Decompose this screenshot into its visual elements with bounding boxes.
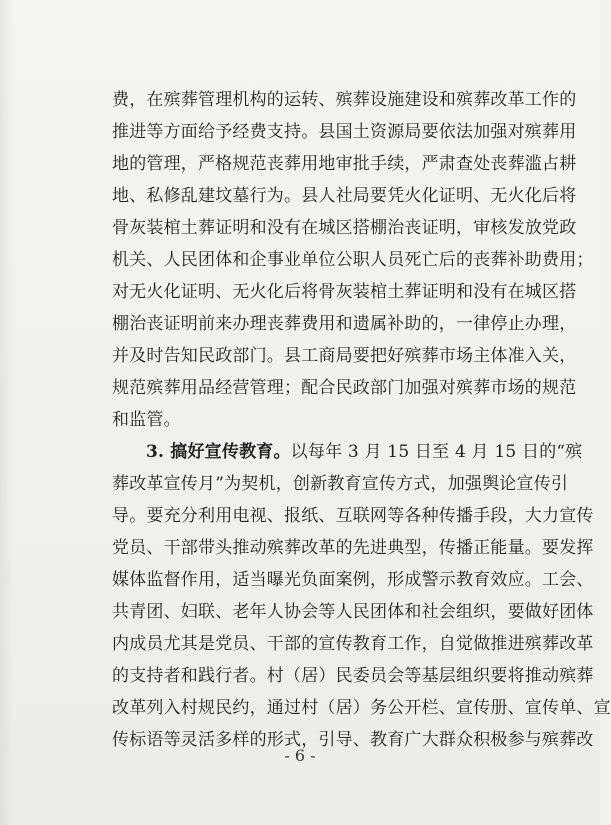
section-3-line-10: 传标语等灵活多样的形式，引导、教育广大群众积极参与殡葬改: [112, 730, 594, 750]
section-3-line-6: 共青团、妇联、老年人协会等人民团体和社会组织，要做好团体: [112, 602, 594, 622]
section-3-first-line-text: 以每年 3 月 15 日至 4 月 15 日的“殡: [290, 442, 583, 462]
body-line-2: 推进等方面给予经费支持。县国土资源局要依法加强对殡葬用: [112, 122, 577, 142]
section-3-line-3: 导。要充分利用电视、报纸、互联网等各种传播手段，大力宣传: [112, 506, 594, 526]
section-3-line-2: 葬改革宣传月”为契机，创新教育宣传方式，加强舆论宣传引: [112, 474, 569, 494]
section-3-line-7: 内成员尤其是党员、干部的宣传教育工作，自觉做推进殡葬改革: [112, 634, 594, 654]
scan-edge-shadow: [0, 0, 14, 825]
body-line-8: 棚治丧证明前来办理丧葬费用和遗属补助的，一律停止办理，: [112, 314, 577, 334]
page-number: - 6 -: [284, 746, 316, 765]
body-line-10: 规范殡葬用品经营管理；配合民政部门加强对殡葬市场的规范: [112, 378, 577, 398]
section-3-line-9: 改革列入村规民约，通过村（居）务公开栏、宣传册、宣传单、宣: [112, 698, 611, 718]
body-line-4: 地、私修乱建坟墓行为。县人社局要凭火化证明、无火化后将: [112, 186, 577, 206]
section-3-line-8: 的支持者和践行者。村（居）民委员会等基层组织要将推动殡葬: [112, 666, 594, 686]
body-line-5: 骨灰装棺土葬证明和没有在城区搭棚治丧证明，审核发放党政: [112, 218, 577, 238]
section-3-heading: 3. 搞好宣传教育。: [146, 442, 291, 462]
section-3-line-4: 党员、干部带头推动殡葬改革的先进典型，传播正能量。要发挥: [112, 538, 594, 558]
body-line-6: 机关、人民团体和企事业单位公职人员死亡后的丧葬补助费用；: [112, 250, 594, 270]
section-3-line-5: 媒体监督作用，适当曝光负面案例，形成警示教育效应。工会、: [112, 570, 594, 590]
body-line-1: 费，在殡葬管理机构的运转、殡葬设施建设和殡葬改革工作的: [112, 90, 577, 110]
body-line-11: 和监管。: [112, 410, 181, 430]
body-line-3: 地的管理，严格规范丧葬用地审批手续，严肃查处丧葬滥占耕: [112, 154, 577, 174]
section-3-first-line: [146, 440, 583, 464]
body-line-9: 并及时告知民政部门。县工商局要把好殡葬市场主体准入关，: [112, 346, 577, 366]
body-line-7: 对无火化证明、无火化后将骨灰装棺土葬证明和没有在城区搭: [112, 282, 577, 302]
